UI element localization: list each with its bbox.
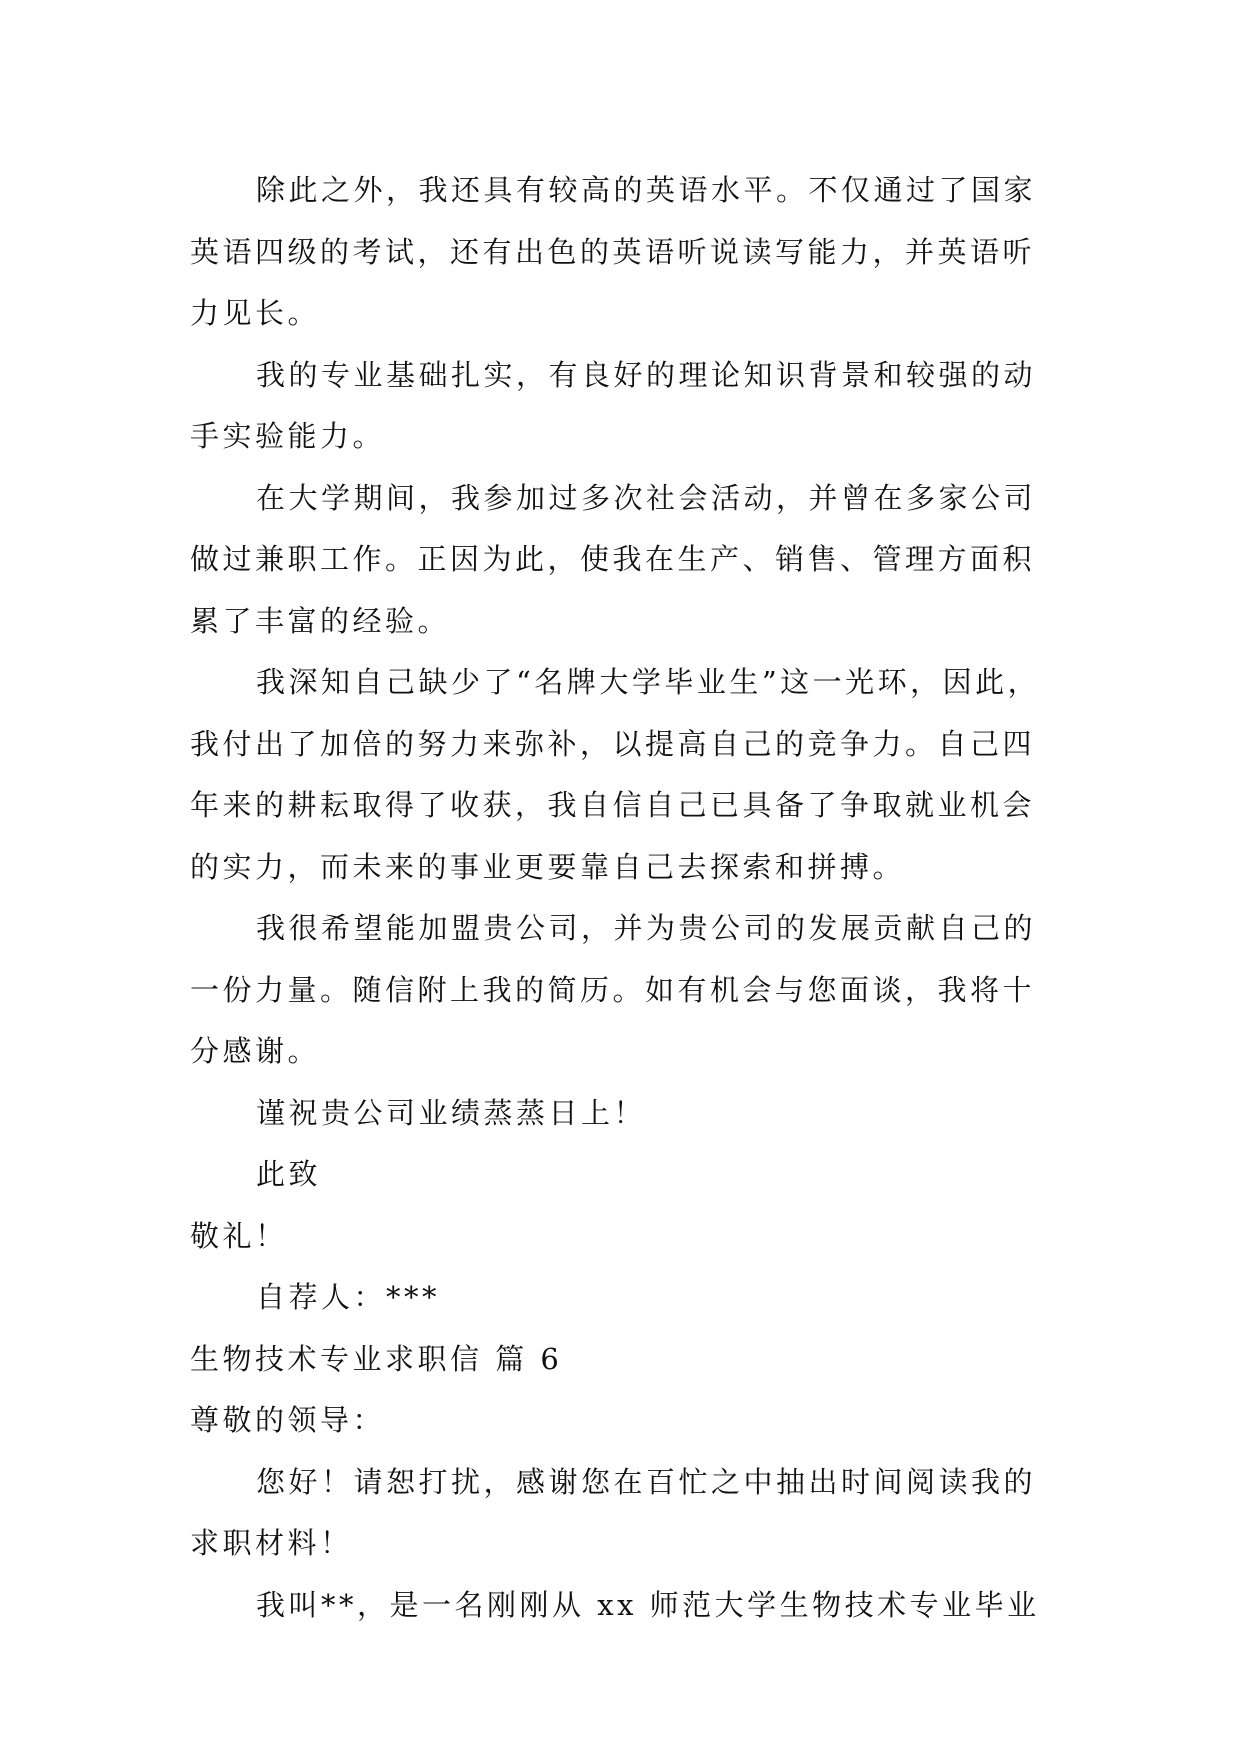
paragraph-line: 做过兼职工作。正因为此，使我在生产、销售、管理方面积 [190, 542, 1036, 576]
paragraph-line: 分感谢。 [190, 1034, 321, 1068]
paragraph-line: 我深知自己缺少了“名牌大学毕业生”这一光环，因此， [256, 665, 1041, 699]
paragraph-line: 手实验能力。 [190, 419, 386, 453]
paragraph-line: 求职材料！ [190, 1526, 353, 1560]
signature-line: 自荐人：*** [256, 1280, 441, 1314]
closing-salutation: 此致 [256, 1157, 322, 1191]
paragraph-line: 力见长。 [190, 296, 321, 330]
document-body [190, 160, 1052, 1636]
section-heading: 生物技术专业求职信 篇 6 [190, 1341, 563, 1376]
greeting: 尊敬的领导： [190, 1403, 386, 1437]
paragraph-line: 我叫**，是一名刚刚从 xx 师范大学生物技术专业毕业 [256, 1587, 1040, 1622]
paragraph-line: 我的专业基础扎实，有良好的理论知识背景和较强的动 [256, 357, 1037, 392]
paragraph-line: 一份力量。随信附上我的简历。如有机会与您面谈，我将十 [190, 972, 1036, 1007]
paragraph-line: 在大学期间，我参加过多次社会活动，并曾在多家公司 [256, 480, 1037, 515]
paragraph-line: 的实力，而未来的事业更要靠自己去探索和拼搏。 [190, 849, 906, 884]
paragraph-line: 年来的耕耘取得了收获，我自信自己已具备了争取就业机会 [190, 788, 1036, 822]
closing-wish: 谨祝贵公司业绩蒸蒸日上！ [256, 1095, 647, 1130]
paragraph-line: 除此之外，我还具有较高的英语水平。不仅通过了国家 [256, 173, 1037, 207]
paragraph-line: 我很希望能加盟贵公司，并为贵公司的发展贡献自己的 [256, 911, 1037, 945]
paragraph-line: 我付出了加倍的努力来弥补，以提高自己的竞争力。自己四 [190, 726, 1036, 761]
paragraph-line: 英语四级的考试，还有出色的英语听说读写能力，并英语听 [190, 234, 1036, 269]
paragraph-line: 您好！请恕打扰，感谢您在百忙之中抽出时间阅读我的 [256, 1464, 1037, 1499]
closing-respect: 敬礼！ [190, 1218, 288, 1253]
paragraph-line: 累了丰富的经验。 [190, 603, 451, 638]
